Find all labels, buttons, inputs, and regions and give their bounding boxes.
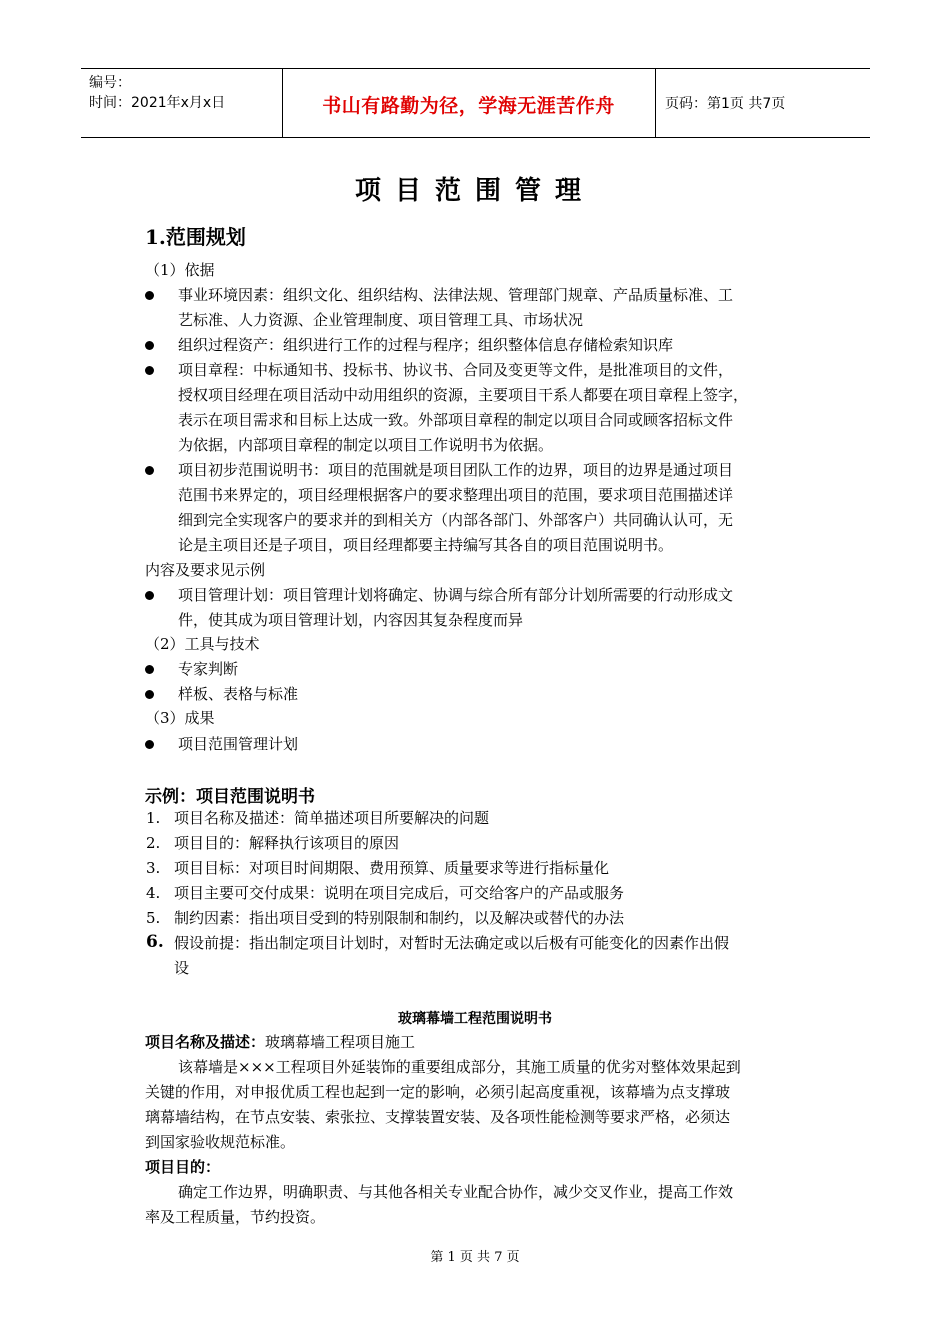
bullet-icon [145,740,154,749]
header-divider [655,69,656,137]
bullet-icon [145,341,154,350]
project-name-line [145,1030,415,1055]
list-number: 5. [146,909,161,927]
list-item: 项目名称及描述：简单描述项目所要解决的问题 [174,809,490,827]
bullet-icon [145,690,154,699]
subheading-basis: （1）依据 [145,261,215,279]
list-number: 6. [146,932,164,952]
bullet-line: 事业环境因素：组织文化、组织结构、法律法规、管理部门规章、产品质量标准、工 [178,286,734,304]
paragraph-line: 确定工作边界，明确职责、与其他各相关专业配合协作，减少交叉作业，提高工作效 [178,1183,734,1201]
motto: 书山有路勤为径，学海无涯苦作舟 [322,95,615,117]
project-name-label: 项目名称及描述： [145,1033,266,1051]
paragraph-line: 到国家验收规范标准。 [145,1133,296,1151]
list-number: 1. [146,809,161,827]
list-item: 制约因素：指出项目受到的特别限制和制约，以及解决或替代的办法 [174,909,625,927]
bullet-line: 项目范围管理计划 [178,735,299,753]
note-line: 内容及要求见示例 [145,561,266,579]
bullet-line: 授权项目经理在项目活动中动用组织的资源，主要项目干系人都要在项目章程上签字， [178,386,749,404]
list-item-continued: 设 [174,959,190,977]
spec-title: 玻璃幕墙工程范围说明书 [398,1011,552,1027]
bullet-line: 范围书来界定的，项目经理根据客户的要求整理出项目的范围，要求项目范围描述详 [178,486,734,504]
document-title: 项目范围管理 [354,176,595,206]
bullet-line: 细到完全实现客户的要求并的到相关方（内部各部门、外部客户）共同确认认可，无 [178,511,734,529]
subheading-tools: （2）工具与技术 [145,635,260,653]
bullet-line: 样板、表格与标准 [178,685,299,703]
section-heading: 1.范围规划 [145,225,246,249]
page-label: 页码：第1页 共7页 [665,96,786,112]
bullet-icon [145,366,154,375]
list-item: 项目主要可交付成果：说明在项目完成后，可交给客户的产品或服务 [174,884,625,902]
list-number: 2. [146,834,161,852]
bullet-icon [145,591,154,600]
bullet-line: 项目章程：中标通知书、投标书、协议书、合同及变更等文件，是批准项目的文件， [178,361,734,379]
bullet-line: 项目管理计划：项目管理计划将确定、协调与综合所有部分计划所需要的行动形成文 [178,586,734,604]
page-footer: 第 1 页 共 7 页 [430,1250,520,1265]
purpose-label: 项目目的： [145,1158,221,1176]
bullet-icon [145,466,154,475]
subheading-results: （3）成果 [145,709,215,727]
bullet-line: 为依据，内部项目章程的制定以项目工作说明书为依据。 [178,436,554,454]
bullet-line: 表示在项目需求和目标上达成一致。外部项目章程的制定以项目合同或顾客招标文件 [178,411,734,429]
bullet-icon [145,291,154,300]
list-item: 项目目标：对项目时间期限、费用预算、质量要求等进行指标量化 [174,859,610,877]
paragraph-line: 该幕墙是×××工程项目外延装饰的重要组成部分，其施工质量的优劣对整体效果起到 [178,1058,741,1076]
bullet-line: 组织过程资产：组织进行工作的过程与程序；组织整体信息存储检索知识库 [178,336,674,354]
project-name-value: 玻璃幕墙工程项目施工 [265,1033,416,1051]
list-number: 3. [146,859,161,877]
list-item: 项目目的：解释执行该项目的原因 [174,834,400,852]
time-label: 时间：2021年x月x日 [89,95,226,111]
bullet-line: 专家判断 [178,660,239,678]
bullet-line: 项目初步范围说明书：项目的范围就是项目团队工作的边界，项目的边界是通过项目 [178,461,734,479]
header-table [81,68,870,138]
example-heading: 示例：项目范围说明书 [145,787,315,807]
bullet-line: 件，使其成为项目管理计划，内容因其复杂程度而异 [178,611,524,629]
bullet-line: 艺标准、人力资源、企业管理制度、项目管理工具、市场状况 [178,311,584,329]
header-left-cell [89,73,225,113]
list-item: 假设前提：指出制定项目计划时，对暂时无法确定或以后极有可能变化的因素作出假 [174,934,730,952]
paragraph-line: 关键的作用，对申报优质工程也起到一定的影响，必须引起高度重视，该幕墙为点支撑玻 [145,1083,731,1101]
paragraph-line: 率及工程质量，节约投资。 [145,1208,326,1226]
paragraph-line: 璃幕墙结构，在节点安装、索张拉、支撑装置安装、及各项性能检测等要求严格，必须达 [145,1108,731,1126]
list-number: 4. [146,884,161,902]
bullet-icon [145,665,154,674]
bullet-line: 论是主项目还是子项目，项目经理都要主持编写其各自的项目范围说明书。 [178,536,674,554]
number-label: 编号： [89,75,131,91]
